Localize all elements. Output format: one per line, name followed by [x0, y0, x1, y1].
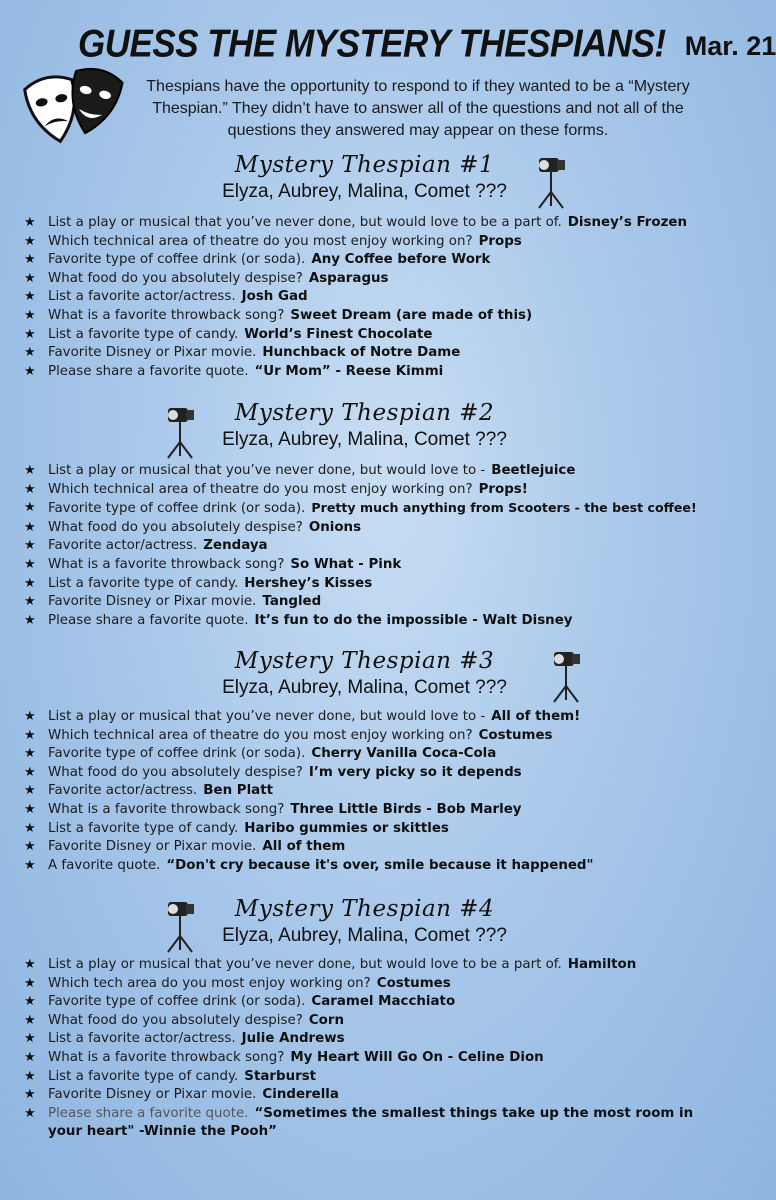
star-icon: ★: [24, 326, 36, 342]
section-4-header: [0, 894, 729, 948]
star-icon: ★: [24, 233, 36, 249]
section-4-title: Mystery Thespian #4: [234, 896, 495, 922]
spotlight-icon: [164, 896, 198, 954]
section-2-header: [0, 398, 729, 452]
star-icon: ★: [24, 957, 36, 972]
star-icon: ★: [24, 270, 36, 286]
section-3-names: Elyza, Aubrey, Malina, Comet ???: [222, 677, 507, 698]
list-item: ★ Favorite type of coffee drink (or soda). Pretty much anything from Scooters - the best coffee!: [24, 500, 697, 517]
star-icon: ★: [24, 363, 36, 379]
section-1-names: Elyza, Aubrey, Malina, Comet ???: [222, 181, 507, 202]
section-3-title: Mystery Thespian #3: [234, 648, 495, 674]
title-row: [78, 21, 776, 70]
star-icon: ★: [24, 839, 36, 855]
star-icon: ★: [24, 1087, 36, 1103]
list-item: ★ List a play or musical that you’ve never done, but would love to - All of them!: [22, 708, 722, 727]
star-icon: ★: [24, 783, 36, 799]
list-item: ★ What is a favorite throwback song? My Heart Will Go On - Celine Dion: [22, 1049, 722, 1068]
list-item: ★ Which tech area do you most enjoy working on? Costumes: [22, 975, 722, 994]
star-icon: ★: [24, 594, 36, 610]
star-icon: ★: [24, 289, 36, 305]
star-icon: ★: [24, 1012, 36, 1028]
list-item: ★ What is a favorite throwback song? So What - Pink: [22, 556, 722, 575]
star-icon: ★: [24, 215, 36, 230]
list-item: ★ Favorite actor/actress. Ben Platt: [22, 782, 722, 801]
star-icon: ★: [24, 1068, 36, 1084]
theater-masks-icon: [24, 62, 124, 158]
spotlight-icon: [164, 402, 198, 460]
list-item: ★ Please share a favorite quote. It’s fun to do the impossible - Walt Disney: [22, 612, 722, 631]
intro-text: Thespians have the opportunity to respond to if they wanted to be a “Mystery Thespian.” They didn’t have to answer all of the questions and not all of the questions they answered may appear on these forms.: [146, 78, 690, 139]
list-item: ★ List a play or musical that you’ve never done, but would love to be a part of. Hamilton: [22, 956, 722, 975]
list-item: ★ A favorite quote. “Don't cry because it's over, smile because it happened": [22, 857, 722, 876]
list-item: ★ List a favorite type of candy. Hershey’s Kisses: [22, 575, 722, 594]
section-4-names: Elyza, Aubrey, Malina, Comet ???: [222, 925, 507, 946]
list-item: ★ Favorite Disney or Pixar movie. Hunchback of Notre Dame: [22, 344, 722, 363]
section-4-list: [22, 956, 722, 1142]
date-label: Mar. 21: [684, 31, 776, 61]
star-icon: ★: [24, 727, 36, 743]
section-1-title: Mystery Thespian #1: [234, 152, 495, 178]
list-item: ★ Favorite type of coffee drink (or soda). Any Coffee before Work: [22, 251, 722, 270]
star-icon: ★: [24, 252, 36, 268]
list-item: ★ What food do you absolutely despise? I’m very picky so it depends: [22, 764, 722, 783]
list-item: ★ What food do you absolutely despise? Onions: [22, 519, 722, 538]
list-item: ★ List a favorite type of candy. Haribo gummies or skittles: [22, 820, 722, 839]
star-icon: ★: [24, 1049, 36, 1065]
star-icon: ★: [24, 857, 36, 873]
list-item: ★ List a favorite actor/actress. Josh Gad: [22, 288, 722, 307]
star-icon: ★: [24, 307, 36, 323]
section-3-list: [22, 708, 722, 875]
star-icon: ★: [24, 1105, 36, 1121]
section-1-list: [22, 214, 722, 381]
star-icon: ★: [24, 612, 36, 628]
list-item: ★ Please share a favorite quote. “Ur Mom” - Reese Kimmi: [22, 363, 722, 382]
list-item: ★ List a favorite type of candy. Starburst: [22, 1068, 722, 1087]
list-item: ★ List a favorite type of candy. World’s Finest Chocolate: [22, 326, 722, 345]
star-icon: ★: [24, 500, 36, 516]
list-item: ★ Please share a favorite quote. “Sometimes the smallest things take up the most room in your heart" -Winnie the Pooh”: [24, 1105, 694, 1140]
star-icon: ★: [24, 519, 36, 535]
list-item: ★ Favorite Disney or Pixar movie. All of them: [22, 838, 722, 857]
page-title: GUESS THE MYSTERY THESPIANS!: [78, 21, 666, 66]
list-item: ★ Favorite Disney or Pixar movie. Tangled: [22, 593, 722, 612]
star-icon: ★: [24, 801, 36, 817]
spotlight-icon: [535, 152, 569, 210]
section-2-list: [22, 462, 722, 630]
list-item: ★ Which technical area of theatre do you most enjoy working on? Props!: [22, 481, 722, 500]
star-icon: ★: [24, 709, 36, 724]
list-item: ★ Favorite Disney or Pixar movie. Cinderella: [22, 1086, 722, 1105]
list-item: ★ Which technical area of theatre do you most enjoy working on? Props: [22, 233, 722, 252]
list-item: ★ Favorite actor/actress. Zendaya: [22, 537, 722, 556]
star-icon: ★: [24, 345, 36, 361]
star-icon: ★: [24, 975, 36, 991]
list-item: ★ What is a favorite throwback song? Three Little Birds - Bob Marley: [22, 801, 722, 820]
star-icon: ★: [24, 556, 36, 572]
star-icon: ★: [24, 764, 36, 780]
star-icon: ★: [24, 1031, 36, 1047]
star-icon: ★: [24, 575, 36, 591]
list-item: ★ List a play or musical that you’ve never done, but would love to - Beetlejuice: [22, 462, 722, 481]
star-icon: ★: [24, 746, 36, 762]
section-3-header: [0, 646, 729, 700]
list-item: ★ What is a favorite throwback song? Sweet Dream (are made of this): [22, 307, 722, 326]
star-icon: ★: [24, 994, 36, 1010]
list-item: ★ List a favorite actor/actress. Julie Andrews: [22, 1030, 722, 1049]
section-2-names: Elyza, Aubrey, Malina, Comet ???: [222, 429, 507, 450]
star-icon: ★: [24, 820, 36, 836]
star-icon: ★: [24, 538, 36, 554]
star-icon: ★: [24, 481, 36, 497]
spotlight-icon: [550, 646, 584, 704]
list-item: ★ List a play or musical that you’ve never done, but would love to be a part of. Disney’s Frozen: [22, 214, 722, 233]
star-icon: ★: [24, 463, 36, 478]
list-item: ★ What food do you absolutely despise? Corn: [22, 1012, 722, 1031]
list-item: ★ Which technical area of theatre do you most enjoy working on? Costumes: [22, 727, 722, 746]
list-item: ★ Favorite type of coffee drink (or soda). Caramel Macchiato: [22, 993, 722, 1012]
section-1-header: [0, 150, 729, 204]
section-2-title: Mystery Thespian #2: [234, 400, 495, 426]
list-item: ★ Favorite type of coffee drink (or soda). Cherry Vanilla Coca-Cola: [22, 745, 722, 764]
list-item: ★ What food do you absolutely despise? Asparagus: [22, 270, 722, 289]
